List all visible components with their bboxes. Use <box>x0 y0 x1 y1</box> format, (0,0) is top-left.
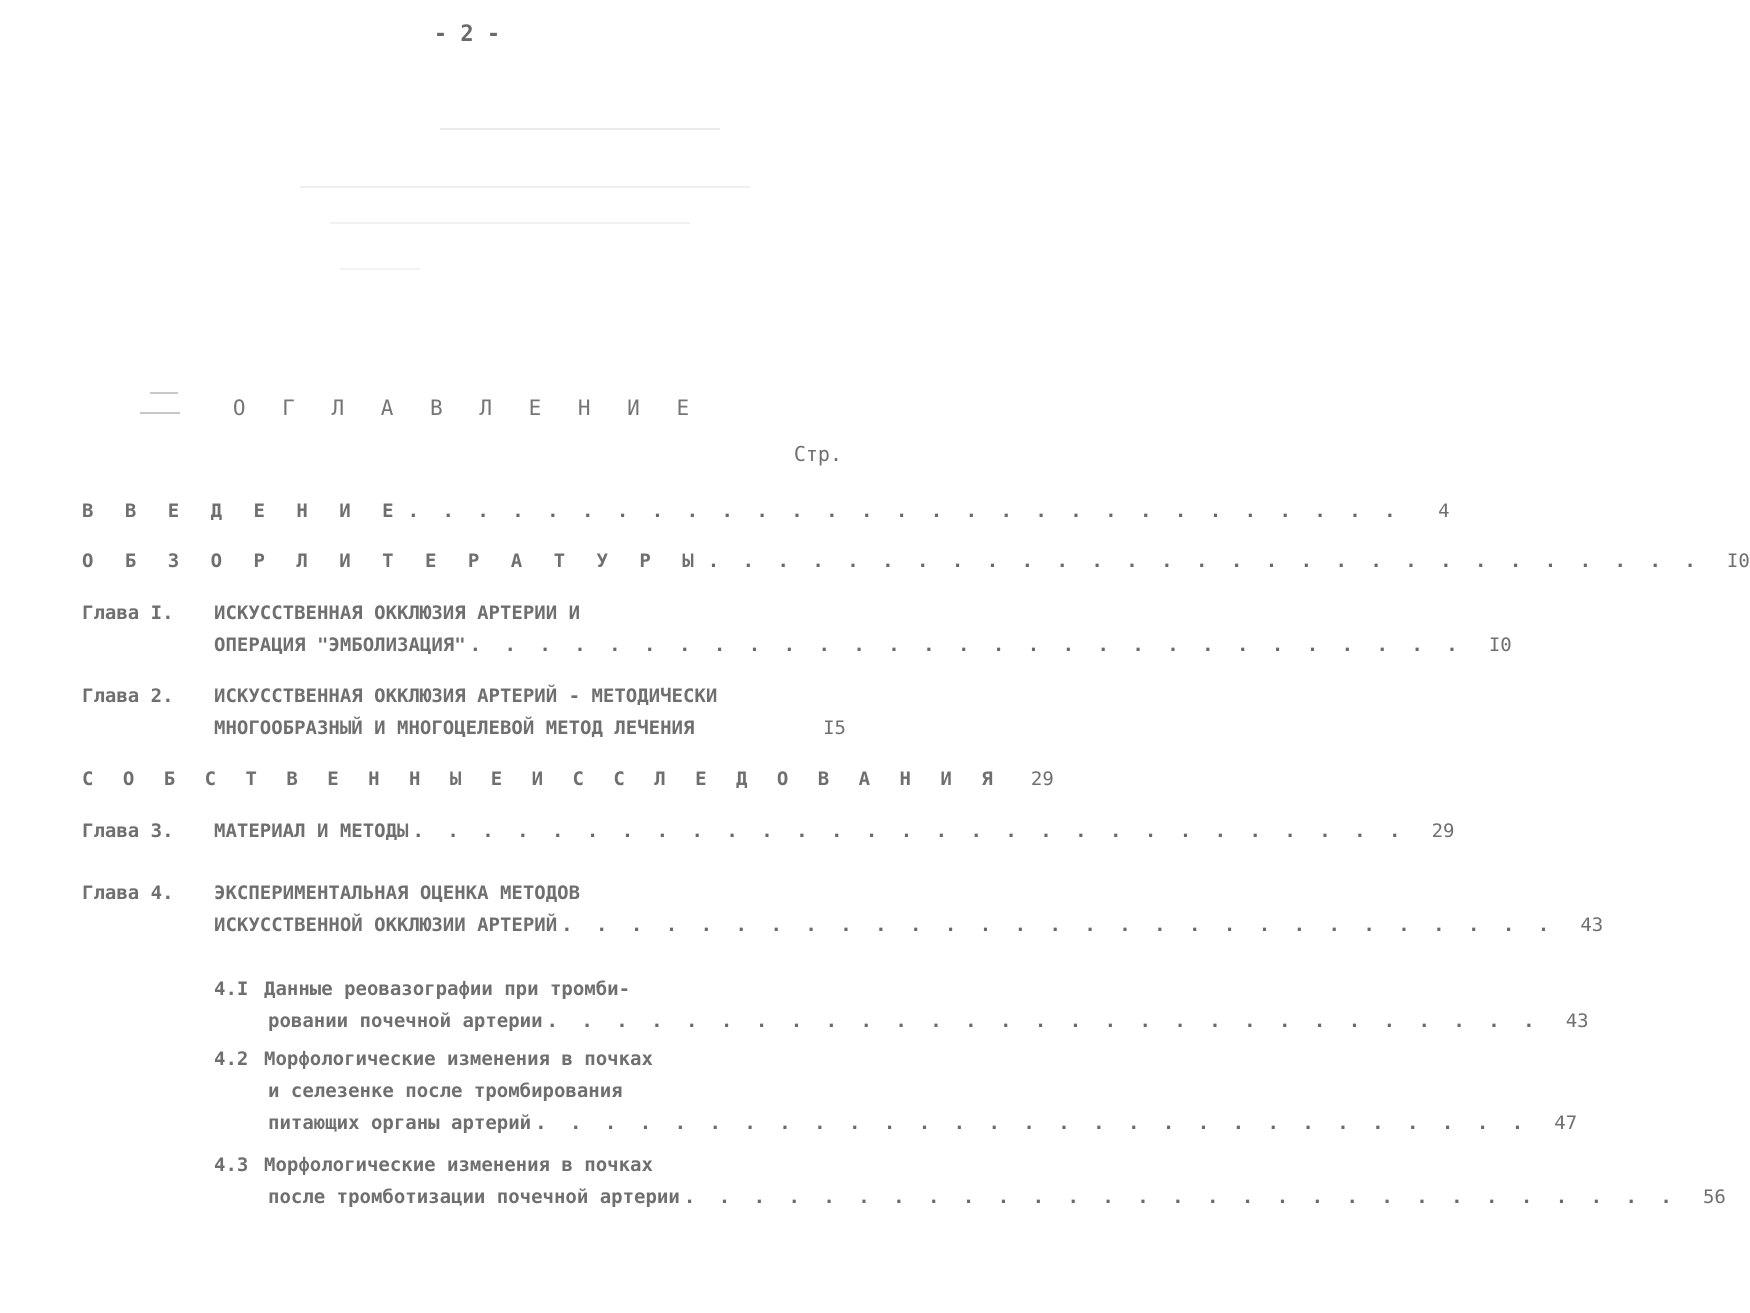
entry-title-continued: питающих органы артерий <box>268 1112 532 1134</box>
entry-page-number: 43 <box>1580 914 1604 936</box>
entry-title-continued: и селезенке после тромбирования <box>268 1080 623 1102</box>
entry-page-number: 56 <box>1702 1186 1726 1208</box>
chapter-label: Глава 2. <box>82 685 174 707</box>
toc-title: О Г Л А В Л Е Н И Е <box>232 396 702 420</box>
entry-page-number: 29 <box>1431 820 1455 842</box>
entry-title: ИСКУССТВЕННАЯ ОККЛЮЗИЯ АРТЕРИЙ - МЕТОДИЧЕСКИ <box>214 685 718 707</box>
page-number: - 2 - <box>433 22 501 47</box>
entry-title: Данные реовазографии при тромби- <box>264 978 631 1000</box>
toc-entry-introduction <box>82 500 1450 532</box>
entry-title-continued: ОПЕРАЦИЯ "ЭМБОЛИЗАЦИЯ" <box>214 634 466 656</box>
entry-title: МАТЕРИАЛ И МЕТОДЫ <box>214 820 409 842</box>
section-number: 4.3 <box>214 1154 249 1176</box>
entry-title: Морфологические изменения в почках <box>264 1048 653 1070</box>
toc-entry-section-4-1 <box>82 978 1589 1042</box>
leader-dots: . . . . . . . . . . . . . . . . . . . . . . . . . . . . . <box>407 500 1402 522</box>
entry-title-continued: МНОГООБРАЗНЫЙ И МНОГОЦЕЛЕВОЙ МЕТОД ЛЕЧЕНИЯ <box>214 717 695 739</box>
entry-page-number: 29 <box>1030 768 1054 790</box>
bleed-through-mark <box>340 268 420 270</box>
section-number: 4.2 <box>214 1048 249 1070</box>
chapter-label: Глава 3. <box>82 820 174 842</box>
margin-mark <box>150 392 178 394</box>
leader-dots: . . . . . . . . . . . . . . . . . . . . . . . . . . . . . <box>535 1112 1530 1134</box>
leader-dots: . . . . . . . . . . . . . . . . . . . . . . . . . . . . . <box>561 914 1556 936</box>
toc-entry-section-4-2 <box>82 1048 1578 1144</box>
entry-title: ЭКСПЕРИМЕНТАЛЬНАЯ ОЦЕНКА МЕТОДОВ <box>214 882 581 904</box>
bleed-through-mark <box>330 222 690 224</box>
entry-page-number: 4 <box>1438 500 1450 522</box>
leader-dots: . . . . . . . . . . . . . . . . . . . . . . . . . . . . . <box>707 550 1702 572</box>
entry-title: Морфологические изменения в почках <box>264 1154 653 1176</box>
bleed-through-mark <box>440 128 720 130</box>
toc-entry-literature-review <box>82 550 1750 582</box>
leader-dots: . . . . . . . . . . . . . . . . . . . . . . . . . . . . . <box>412 820 1407 842</box>
entry-title: С О Б С Т В Е Н Н Ы Е И С С Л Е Д О В А Н И Я <box>82 768 1002 790</box>
leader-dots: . . . . . . . . . . . . . . . . . . . . . . . . . . . . . <box>683 1186 1678 1208</box>
leader-dots: . . . . . . . . . . . . . . . . . . . . . . . . . . . . . <box>546 1010 1541 1032</box>
toc-entry-chapter-1 <box>82 602 1512 666</box>
entry-title-continued: ИСКУССТВЕННОЙ ОККЛЮЗИИ АРТЕРИЙ <box>214 914 558 936</box>
chapter-label: Глава 4. <box>82 882 174 904</box>
toc-entry-chapter-2 <box>82 685 846 749</box>
entry-title: О Б З О Р Л И Т Е Р А Т У Р Ы <box>82 550 704 572</box>
toc-entry-chapter-3 <box>82 820 1455 852</box>
entry-title: В В Е Д Е Н И Е <box>82 500 404 522</box>
entry-page-number: I0 <box>1488 634 1512 656</box>
entry-title: ИСКУССТВЕННАЯ ОККЛЮЗИЯ АРТЕРИИ И <box>214 602 581 624</box>
entry-page-number: 43 <box>1565 1010 1589 1032</box>
section-number: 4.I <box>214 978 249 1000</box>
bleed-through-mark <box>300 186 750 188</box>
leader-dots: . . . . . . . . . . . . . . . . . . . . . . . . . . . . . <box>469 634 1464 656</box>
entry-page-number: I0 <box>1726 550 1750 572</box>
entry-page-number: 47 <box>1554 1112 1578 1134</box>
toc-entry-chapter-4 <box>82 882 1604 946</box>
toc-entry-own-research <box>82 768 1054 800</box>
chapter-label: Глава I. <box>82 602 174 624</box>
entry-page-number: I5 <box>823 717 846 739</box>
toc-entry-section-4-3 <box>82 1154 1726 1218</box>
page-column-header: Стр. <box>793 442 842 466</box>
entry-title-continued: ровании почечной артерии <box>268 1010 543 1032</box>
entry-title-continued: после тромботизации почечной артерии <box>268 1186 680 1208</box>
